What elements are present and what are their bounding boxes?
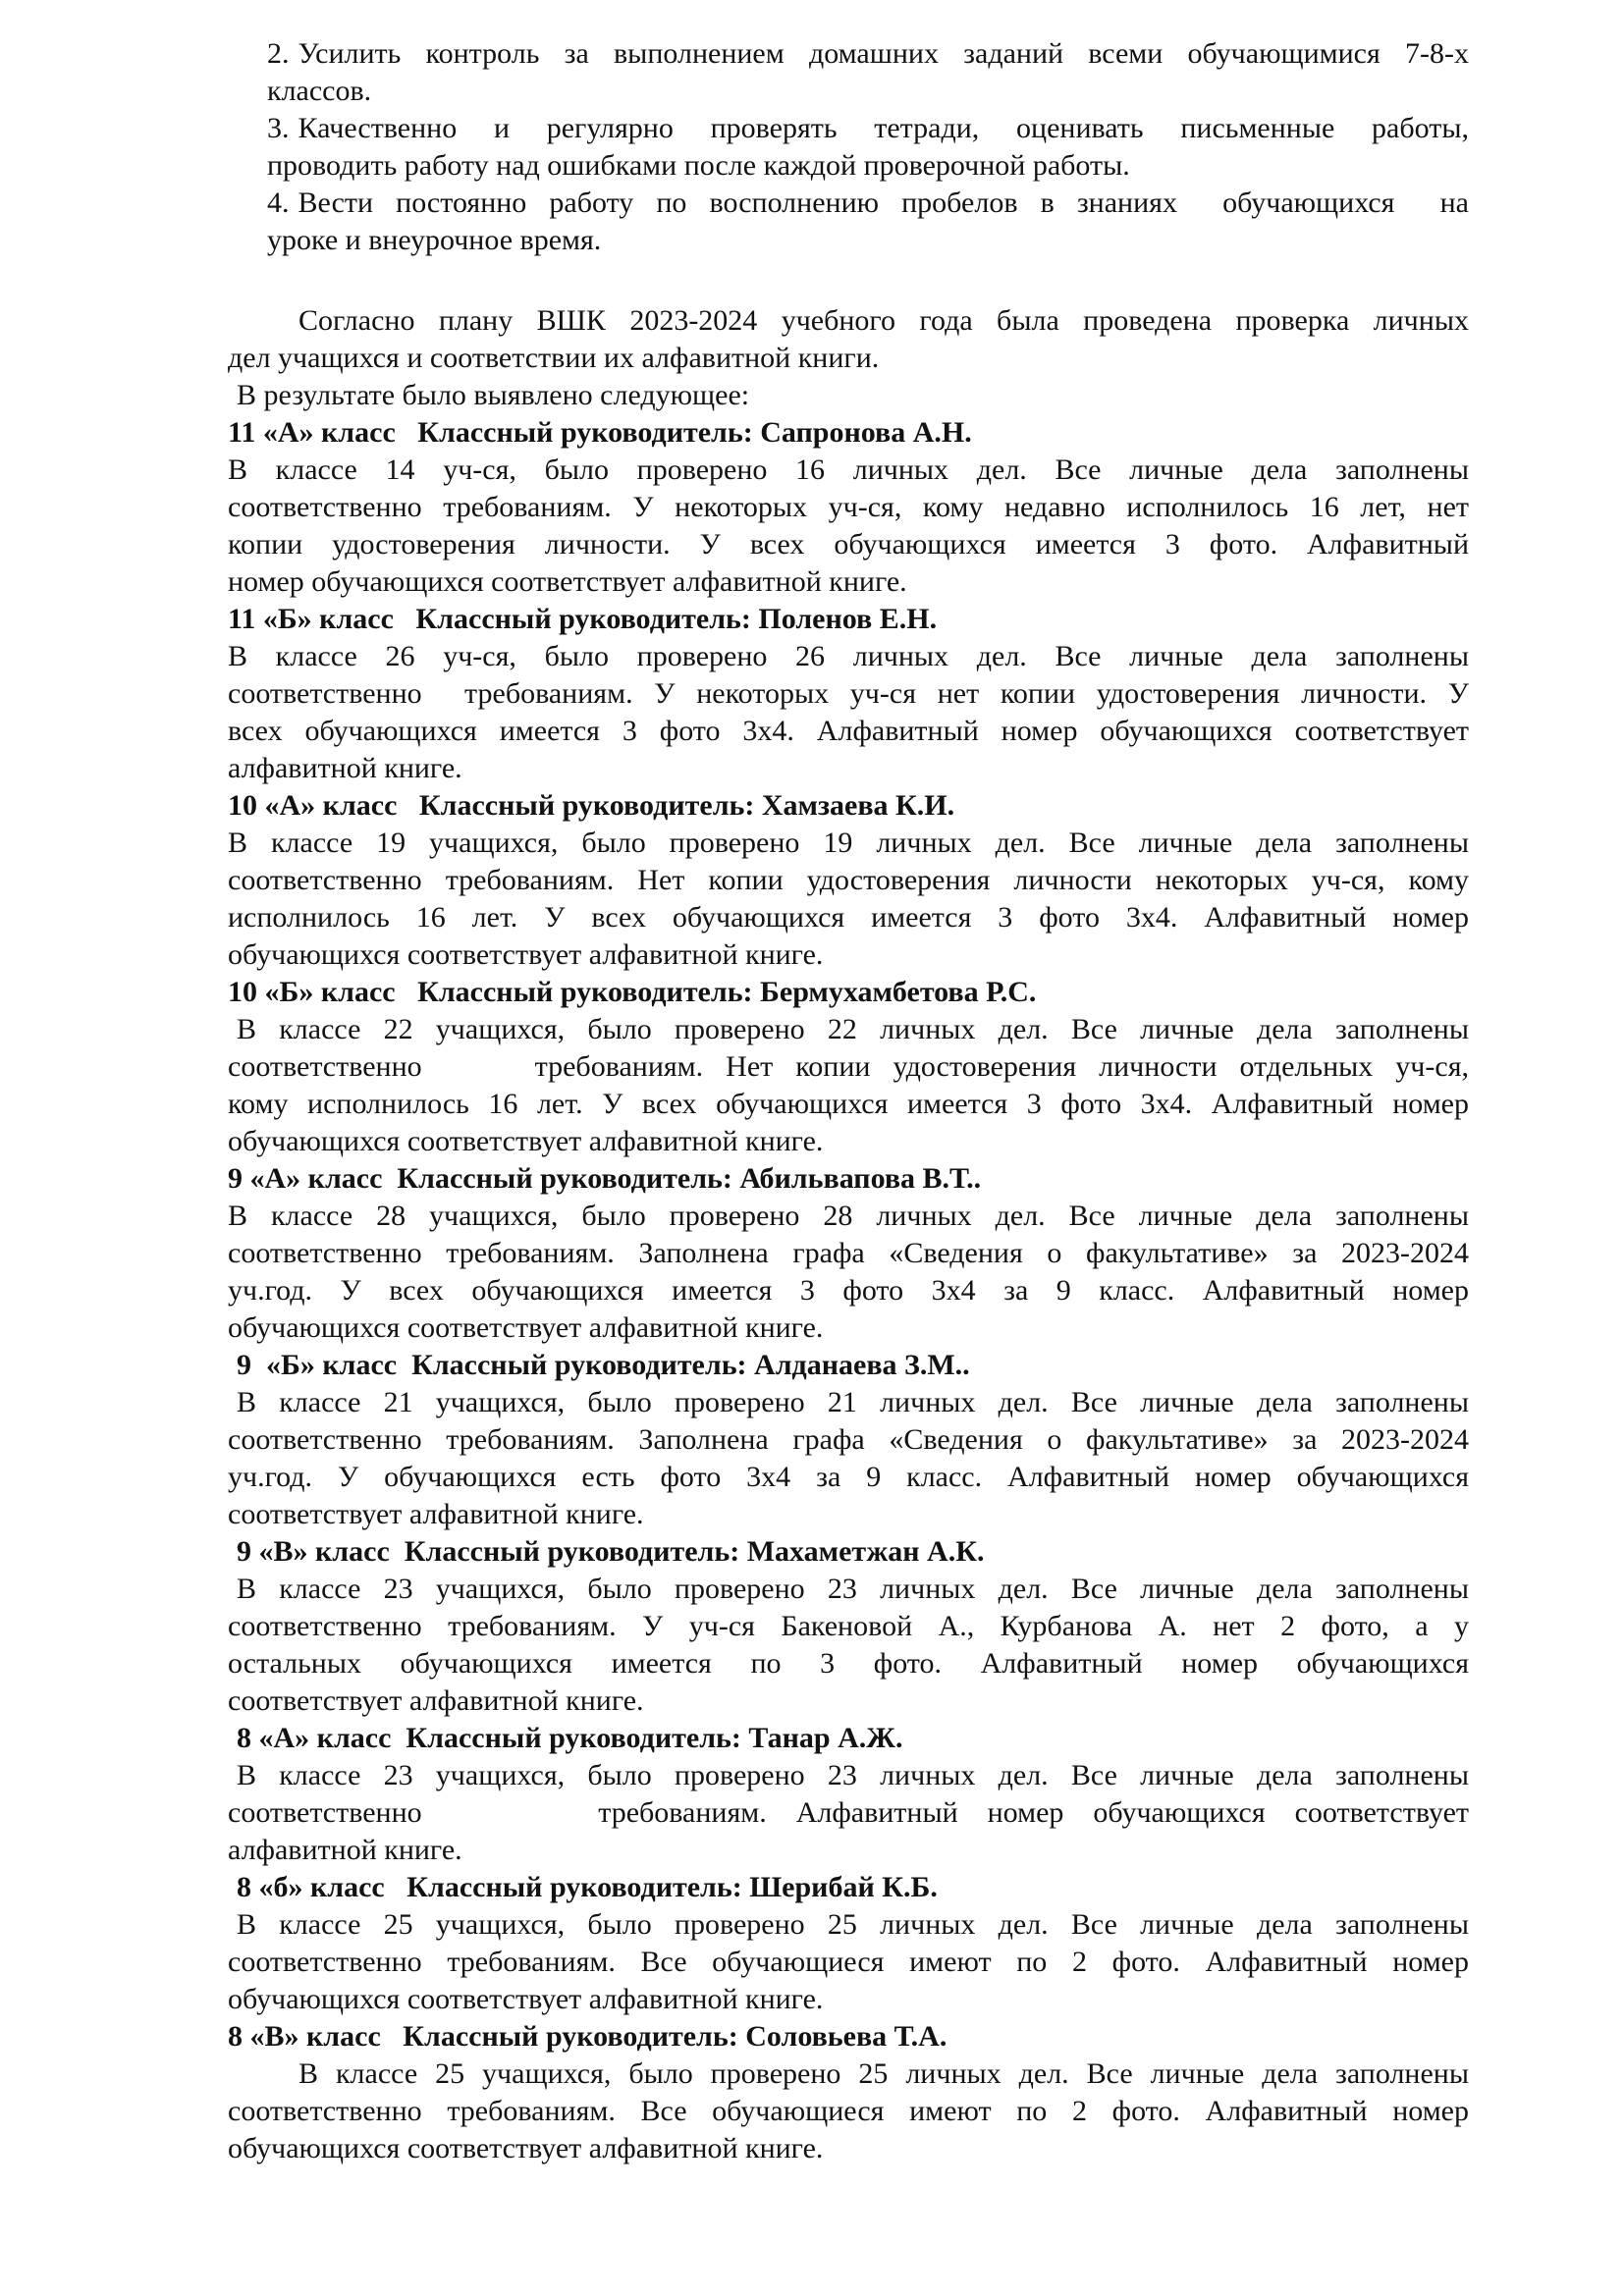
text-line: алфавитной книге. — [228, 1834, 462, 1866]
section-class-8a — [228, 1720, 1469, 1869]
section-class-10a — [228, 787, 1469, 974]
numbered-list — [267, 35, 1469, 259]
section-class-8b-lower — [228, 1869, 1469, 2018]
text-line: обучающихся соответствует алфавитной книге. — [228, 1311, 824, 1344]
text-line: номер обучающихся соответствует алфавитной книге. — [228, 565, 907, 598]
text-line: В классе 26 уч-ся, было проверено 26 личных дел. Все личные дела заполнены — [228, 640, 1469, 672]
text-line: обучающихся соответствует алфавитной книге. — [228, 2132, 824, 2164]
text-line: В классе 25 учащихся, было проверено 25 личных дел. Все личные дела заполнены — [298, 2057, 1469, 2090]
list-line — [267, 110, 1469, 147]
text-line: соответствует алфавитной книге. — [228, 1498, 644, 1530]
text-line: обучающихся соответствует алфавитной книге. — [228, 1125, 824, 1157]
text-line: соответственно требованиям. У некоторых уч-ся, кому недавно исполнилось 16 лет, нет — [228, 491, 1469, 523]
text-line: В результате было выявлено следующее: — [237, 379, 750, 411]
text-line: В классе 23 учащихся, было проверено 23 личных дел. Все личные дела заполнены — [237, 1573, 1469, 1605]
text-line: соответственно требованиям. У уч-ся Бакеновой А., Курбанова А. нет 2 фото, а у — [228, 1610, 1469, 1642]
section-heading: 9 «В» класс Классный руководитель: Махаметжан А.К. — [237, 1535, 985, 1568]
text-line: соответственно требованиям. Нет копии удостоверения личности отдельных уч-ся, — [228, 1050, 1469, 1083]
list-item-number: 3. — [267, 112, 290, 144]
list-line: проводить работу над ошибками после каждой проверочной работы. — [267, 149, 1130, 182]
text-line: алфавитной книге. — [228, 752, 462, 784]
section-heading: 8 «б» класс Классный руководитель: Шерибай К.Б. — [237, 1871, 938, 1903]
section-heading: 9 «Б» класс Классный руководитель: Алданаева З.М.. — [237, 1349, 970, 1381]
text-line: кому исполнилось 16 лет. У всех обучающихся имеется 3 фото 3х4. Алфавитный номер — [228, 1088, 1469, 1120]
section-heading: 9 «А» класс Классный руководитель: Абильвапова В.Т.. — [228, 1162, 982, 1195]
text-line: уч.год. У обучающихся есть фото 3х4 за 9 класс. Алфавитный номер обучающихся — [228, 1461, 1469, 1493]
text-line: В классе 14 уч-ся, было проверено 16 личных дел. Все личные дела заполнены — [228, 454, 1469, 486]
section-heading: 10 «Б» класс Классный руководитель: Бермухамбетова Р.С. — [228, 976, 1037, 1008]
list-line — [267, 185, 1469, 222]
section-heading: 8 «А» класс Классный руководитель: Танар А.Ж. — [237, 1722, 903, 1754]
list-line-text: Качественно и регулярно проверять тетради, оценивать письменные работы, — [298, 112, 1469, 144]
list-line: классов. — [267, 75, 372, 107]
text-line: соответственно требованиям. Заполнена графа «Сведения о факультативе» за 2023-2024 — [228, 1423, 1469, 1456]
list-item — [267, 110, 1469, 185]
section-heading: 8 «В» класс Классный руководитель: Соловьева Т.А. — [228, 2020, 947, 2053]
text-line: В классе 19 учащихся, было проверено 19 личных дел. Все личные дела заполнены — [228, 827, 1469, 859]
section-heading: 11 «Б» класс Классный руководитель: Поленов Е.Н. — [228, 603, 938, 635]
text-line: соответственно требованиям. Все обучающиеся имеют по 2 фото. Алфавитный номер — [228, 1946, 1469, 1978]
text-line: В классе 25 учащихся, было проверено 25 личных дел. Все личные дела заполнены — [237, 1908, 1469, 1941]
text-line: копии удостоверения личности. У всех обучающихся имеется 3 фото. Алфавитный — [228, 528, 1469, 561]
list-item-number: 4. — [267, 187, 290, 219]
text-line: соответственно требованиям. Все обучающиеся имеют по 2 фото. Алфавитный номер — [228, 2095, 1469, 2127]
section-class-9b — [228, 1347, 1469, 1533]
text-line: всех обучающихся имеется 3 фото 3х4. Алфавитный номер обучающихся соответствует — [228, 715, 1469, 747]
text-line: обучающихся соответствует алфавитной книге. — [228, 938, 824, 971]
text-line: В классе 21 учащихся, было проверено 21 личных дел. Все личные дела заполнены — [237, 1386, 1469, 1418]
text-line: В классе 22 учащихся, было проверено 22 личных дел. Все личные дела заполнены — [237, 1013, 1469, 1045]
list-item — [267, 185, 1469, 259]
list-line-text: Усилить контроль за выполнением домашних заданий всеми обучающимися 7-8-х — [298, 37, 1469, 70]
text-line: соответственно требованиям. Алфавитный номер обучающихся соответствует — [228, 1796, 1469, 1829]
section-class-11a — [228, 414, 1469, 601]
intro-paragraph — [228, 302, 1469, 414]
text-line: Согласно плану ВШК 2023-2024 учебного года была проведена проверка личных — [298, 304, 1469, 337]
list-line: уроке и внеурочное время. — [267, 224, 602, 256]
section-class-11b — [228, 601, 1469, 787]
text-line: В классе 28 учащихся, было проверено 28 личных дел. Все личные дела заполнены — [228, 1200, 1469, 1232]
section-class-10b — [228, 974, 1469, 1160]
section-heading: 11 «А» класс Классный руководитель: Сапронова А.Н. — [228, 416, 972, 449]
text-line: обучающихся соответствует алфавитной книге. — [228, 1983, 824, 2015]
text-line: остальных обучающихся имеется по 3 фото. Алфавитный номер обучающихся — [228, 1647, 1469, 1680]
list-line — [267, 35, 1469, 73]
text-line: дел учащихся и соответствии их алфавитной книги. — [228, 342, 880, 374]
list-item-number: 2. — [267, 37, 290, 70]
section-class-9v — [228, 1533, 1469, 1720]
section-heading: 10 «А» класс Классный руководитель: Хамзаева К.И. — [228, 789, 955, 822]
text-line: соответственно требованиям. Нет копии удостоверения личности некоторых уч-ся, кому — [228, 864, 1469, 896]
section-class-9a — [228, 1160, 1469, 1347]
text-line: соответствует алфавитной книге. — [228, 1684, 644, 1717]
text-line: соответственно требованиям. Заполнена графа «Сведения о факультативе» за 2023-2024 — [228, 1237, 1469, 1269]
text-line: исполнилось 16 лет. У всех обучающихся имеется 3 фото 3х4. Алфавитный номер — [228, 901, 1469, 934]
text-line: соответственно требованиям. У некоторых уч-ся нет копии удостоверения личности. У — [228, 677, 1469, 710]
text-line: уч.год. У всех обучающихся имеется 3 фото 3х4 за 9 класс. Алфавитный номер — [228, 1274, 1469, 1307]
section-class-8v — [228, 2018, 1469, 2167]
list-line-text: Вести постоянно работу по восполнению пробелов в знаниях обучающихся на — [298, 187, 1469, 219]
list-item — [267, 35, 1469, 110]
text-line: В классе 23 учащихся, было проверено 23 личных дел. Все личные дела заполнены — [237, 1759, 1469, 1791]
blank-line — [228, 259, 1469, 302]
